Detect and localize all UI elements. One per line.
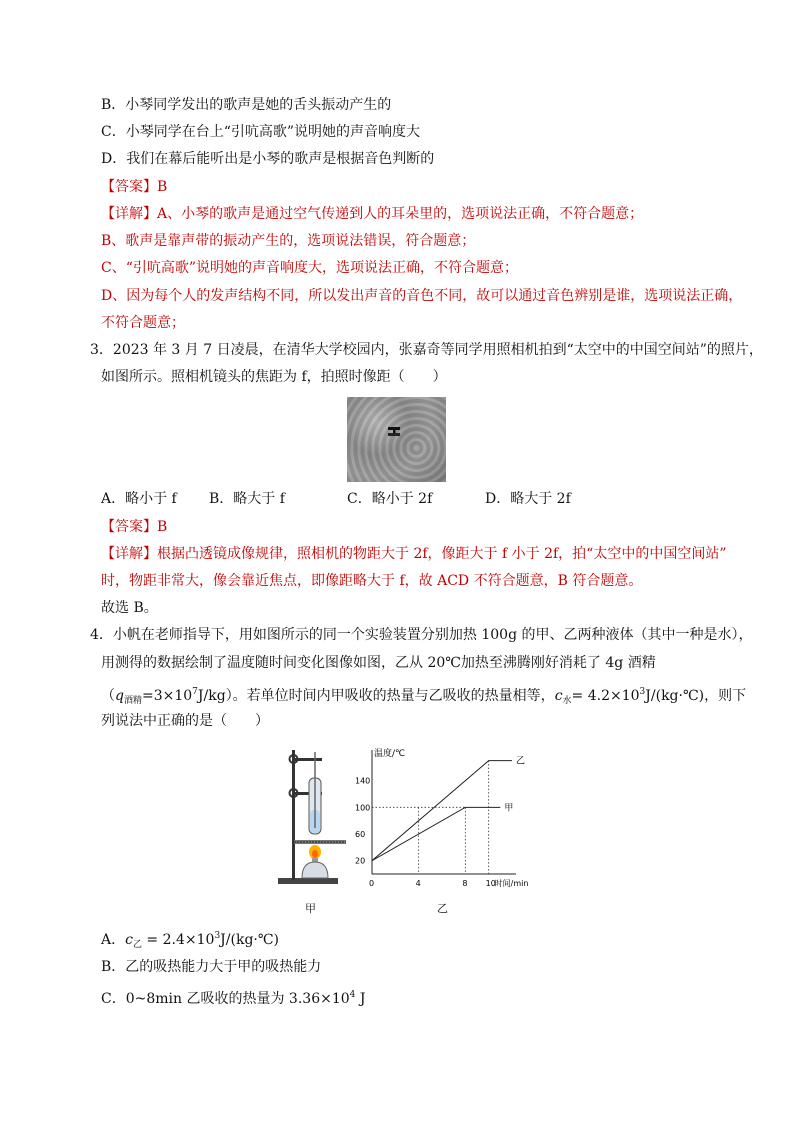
heat-exponent: 4 xyxy=(349,990,356,1000)
answer-label: 【答案】 xyxy=(101,179,157,195)
answer-value: B xyxy=(157,519,168,535)
heat-value-exponent: 7 xyxy=(192,687,198,697)
q2-option-b: B．小琴同学发出的歌声是她的舌头振动产生的 xyxy=(101,97,392,113)
q3-option-a: A．略小于 f xyxy=(101,491,177,507)
y-tick-label: 60 xyxy=(355,830,366,839)
q2-option-d: D．我们在幕后能听出是小琴的歌声是根据音色判断的 xyxy=(101,151,435,167)
q2-option-c: C．小琴同学在台上“引吭高歌”说明她的声音响度大 xyxy=(101,124,421,140)
q3-stem-2: 如图所示。照相机镜头的焦距为 f，拍照时像距（ ） xyxy=(101,369,447,385)
q3-stem-1: 3．2023 年 3 月 7 日凌晨，在清华大学校园内，张嘉奇等同学用照相机拍到“太空中的中国空间站”的照片， xyxy=(90,342,763,358)
q2-detail-d1: D、因为每个人的发声结构不同，所以发出声音的音色不同，故可以通过音色辨别是谁，选项说法正确， xyxy=(101,288,743,304)
specific-heat-value: = 4.2×10 xyxy=(571,688,640,704)
q2-detail-d2: 不符合题意； xyxy=(101,315,185,331)
specific-heat-symbol: c xyxy=(125,932,133,948)
q3-option-b: B．略大于 f xyxy=(209,491,285,507)
q3-detail-1 xyxy=(101,545,726,563)
x-tick-label: 0 xyxy=(369,879,375,888)
y-tick-label: 20 xyxy=(355,856,366,866)
detail-text: 根据凸透镜成像规律，照相机的物距大于 2f，像距大于 f 小于 2f，拍“太空中的中国空间站” xyxy=(157,546,727,562)
q3-answer xyxy=(101,518,167,536)
specific-heat-unit: J/(kg·℃) xyxy=(220,932,279,948)
y-tick-label: 100 xyxy=(355,803,371,813)
heat-value-unit: J/kg xyxy=(197,688,226,704)
alcohol-lamp-icon xyxy=(302,845,328,878)
heat-value-subscript: 酒精 xyxy=(123,696,142,706)
stem-text: ）。若单位时间内甲吸收的热量与乙吸收的热量相等， xyxy=(225,688,555,704)
q4-option-a xyxy=(101,927,279,954)
detail-label: 【详解】 xyxy=(101,206,157,222)
q4-stem-3: $(q_{酒精}=3\times 10^7J/kg)$。若单位时间内甲吸收的热量与乙吸收的热量相等，$c_水=$ $4.2\times 10^3J/(kg\cdot℃)$，则下 xyxy=(101,687,747,706)
answer-label: 【答案】 xyxy=(101,519,157,535)
q2-detail-c: C、“引吭高歌”说明她的声音响度大，选项说法正确，不符合题意； xyxy=(101,260,519,276)
q4-option-c xyxy=(101,986,365,1008)
specific-heat-value: = 2.4×10 xyxy=(141,932,215,948)
option-prefix: A． xyxy=(101,932,126,948)
specific-heat-unit: J/(kg·℃) xyxy=(645,688,705,704)
y-tick-label: 140 xyxy=(355,776,371,786)
space-station-photo xyxy=(347,397,446,482)
option-text: C．0~8min 乙吸收的热量为 3.36×10 xyxy=(101,991,350,1007)
detail-label: 【详解】 xyxy=(101,546,157,562)
heat-value-symbol: q xyxy=(115,688,124,704)
x-tick-label: 4 xyxy=(415,879,421,888)
specific-heat-subscript: 水 xyxy=(562,696,572,706)
q4-stem-1: 4．小帆在老师指导下，用如图所示的同一个实验装置分别加热 100g 的甲、乙两种液体（其中一种是水）， xyxy=(90,627,753,643)
x-tick-label: 10 xyxy=(485,879,496,888)
specific-heat-symbol: c xyxy=(554,688,563,704)
series-label: 乙 xyxy=(516,756,526,767)
space-station-icon xyxy=(388,427,400,436)
specific-heat-exponent: 3 xyxy=(214,931,221,941)
q3-option-c: C．略小于 2f xyxy=(347,491,433,507)
q4-stem-4: 列说法中正确的是（ ） xyxy=(101,713,269,729)
detail-text: A、小琴的歌声是通过空气传递到人的耳朵里的，选项说法正确，不符合题意； xyxy=(157,206,644,222)
q3-detail-2: 时，物距非常大，像会靠近焦点，即像距略大于 f，故 ACD 不符合题意，B 符合题意。 xyxy=(101,573,643,589)
specific-heat-exponent: 3 xyxy=(639,687,646,697)
q4-option-b: B．乙的吸热能力大于甲的吸热能力 xyxy=(101,959,322,975)
stem-text-end: ，则下 xyxy=(704,688,747,704)
y-axis-label: 温度/℃ xyxy=(374,749,406,759)
series-line-乙 xyxy=(372,761,512,861)
x-tick-label: 8 xyxy=(462,879,468,888)
series-label: 甲 xyxy=(504,803,514,814)
q3-option-d: D．略大于 2f xyxy=(485,491,571,507)
q2-answer xyxy=(101,178,167,196)
series-line-甲 xyxy=(372,807,500,860)
gauze-icon xyxy=(294,840,346,844)
fig-right-caption: 乙 xyxy=(437,902,448,915)
q2-detail-b: B、歌声是靠声带的振动产生的，选项说法错误，符合题意； xyxy=(101,233,476,249)
q4-stem-2: 用测得的数据绘制了温度随时间变化图像如图，乙从 20℃加热至沸腾刚好消耗了 4g 酒精 xyxy=(101,655,656,671)
specific-heat-subscript: 乙 xyxy=(132,940,142,950)
test-tube-icon xyxy=(309,752,321,834)
heat-unit: J xyxy=(355,991,366,1007)
x-axis-label: 时间/min xyxy=(494,879,529,888)
fig-left-caption: 甲 xyxy=(305,902,316,915)
temperature-time-chart xyxy=(352,744,529,894)
answer-value: B xyxy=(157,179,168,195)
q3-options xyxy=(101,490,571,508)
q3-conclusion: 故选 B。 xyxy=(101,600,158,616)
apparatus-figure xyxy=(272,748,352,893)
heat-value: =3×10 xyxy=(141,688,193,704)
q2-detail-a xyxy=(101,205,643,223)
